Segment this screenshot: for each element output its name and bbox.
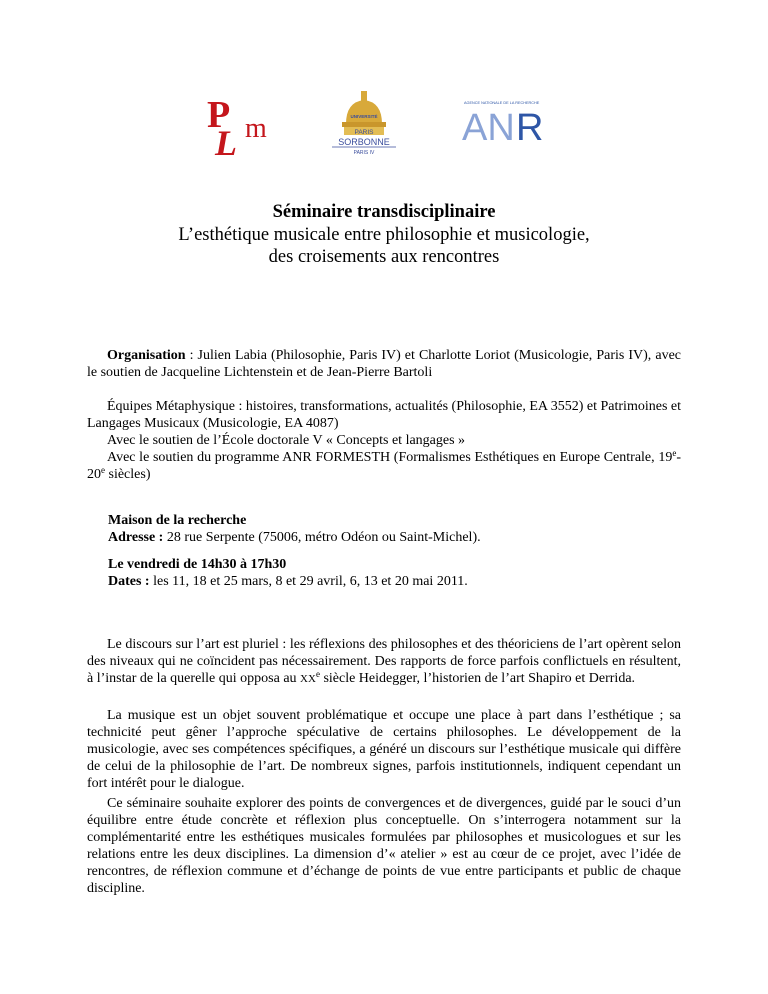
title-block [0, 200, 768, 268]
body-paragraph-1-text: Le discours sur l’art est pluriel : les réflexions des philosophes et des théoriciens de l’art opèrent selon des niveaux qui ne coïncident pas nécessairement. Des rapports de force parfois conflictuels en résultent, à l’instar de la querelle qui opposa au [87, 637, 681, 686]
svg-text:L: L [215, 123, 237, 155]
anr-support-text: Avec le soutien du programme ANR FORMESTH (Formalismes Esthétiques en Europe Centrale, 19 [107, 450, 673, 465]
dates-label: Dates : [108, 574, 150, 589]
svg-text:AN: AN [462, 107, 515, 142]
schedule-time: Le vendredi de 14h30 à 17h30 [108, 557, 287, 572]
logo-bar [0, 88, 768, 163]
anr-support-end: siècles) [105, 467, 151, 482]
sup-e: e [315, 669, 320, 679]
body-paragraph-3: Ce séminaire souhaite explorer des points de convergences et de divergences, guidé par le souci d’un équilibre entre étude concrète et réflexion plus conceptuelle. On s’interrogera notamment sur la complémentarité entre les esthétiques musicales formulées par philosophes et musicologues et sur les relations entre les deux disciplines. La dimension d’« atelier » est au cœur de ce projet, avec l’idée de rencontres, de réflexion commune et d’échange de points de vue entre participants et public de chaque discipline. [87, 796, 681, 896]
body-paragraph-1-end: siècle Heidegger, l’historien de l’art Shapiro et Derrida. [319, 671, 636, 686]
seminar-subtitle-line2: des croisements aux rencontres [268, 247, 500, 267]
anr-support-century: -20 [87, 450, 681, 482]
body-paragraph-2: La musique est un objet souvent problématique et occupe une place à part dans l’esthétique ; sa technicité peut gêner l’approche spéculative de certains philosophes. Le développement de la musicologie, avec ses compétences spécifiques, a généré un discours sur l’esthétique musicale qui diffère de celui de la philosophie de l’art. De nombreux signes, parfois institutionnels, indiquent cependant un fort intérêt pour le dialogue. [87, 708, 681, 791]
dates-text: les 11, 18 et 25 mars, 8 et 29 avril, 6, 13 et 20 mai 2011. [149, 574, 468, 589]
seminar-heading: Séminaire transdisciplinaire [272, 202, 496, 222]
svg-text:PARIS: PARIS [354, 129, 374, 136]
organisation-text: : Julien Labia (Philosophie, Paris IV) et Charlotte Loriot (Musicologie, Paris IV), avec le soutien de Jacqueline Lichtenstein et de Jean-Pierre Bartoli [87, 348, 681, 380]
organisation-label: Organisation [107, 348, 186, 363]
venue-block [108, 512, 688, 546]
svg-text:UNIVERSITÉ: UNIVERSITÉ [350, 114, 378, 119]
svg-text:PARIS IV: PARIS IV [353, 150, 375, 156]
body-paragraph-1 [87, 636, 681, 688]
svg-text:R: R [516, 107, 544, 142]
schedule-block [108, 556, 688, 590]
anr-logo [462, 98, 546, 142]
plm-logo [205, 93, 285, 155]
seminar-subtitle-line1: L’esthétique musicale entre philosophie et musicologie, [178, 225, 590, 245]
sup-e: e [672, 448, 677, 458]
address-text: 28 rue Serpente (75006, métro Odéon ou Saint-Michel). [163, 530, 481, 545]
svg-text:m: m [245, 113, 267, 144]
sup-e: e [101, 465, 105, 475]
sorbonne-logo [324, 88, 404, 158]
organisation-paragraph [87, 347, 681, 381]
century-numeral: XX [300, 673, 316, 685]
anr-support-line [87, 449, 681, 483]
address-label: Adresse : [108, 530, 164, 545]
doctoral-school-line: Avec le soutien de l’École doctorale V « Concepts et langages » [107, 433, 466, 448]
svg-text:AGENCE NATIONALE DE LA RECHERC: AGENCE NATIONALE DE LA RECHERCHE [464, 101, 540, 105]
venue-name: Maison de la recherche [108, 513, 247, 528]
svg-text:P: P [207, 94, 231, 136]
svg-text:SORBONNE: SORBONNE [338, 137, 390, 147]
teams-line: Équipes Métaphysique : histoires, transformations, actualités (Philosophie, EA 3552) et Patrimoines et Langages Musicaux (Musicologie, EA 4087) [87, 399, 681, 431]
